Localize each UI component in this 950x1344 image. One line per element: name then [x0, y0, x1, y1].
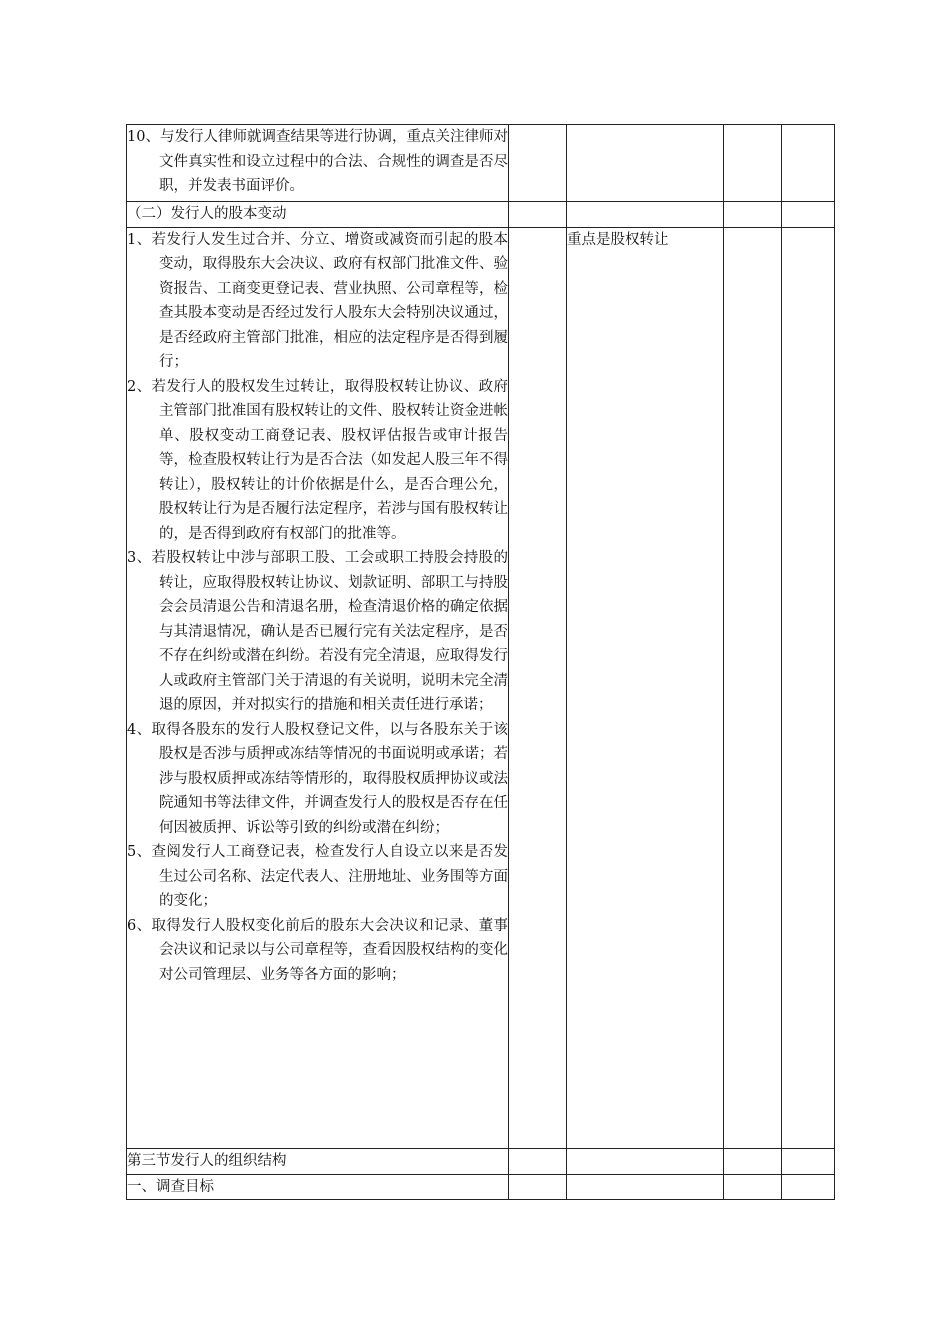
list-item: 5、查阅发行人工商登记表，检查发行人自设立以来是否发生过公司名称、法定代表人、注册地址、业务围等方面的变化；	[127, 844, 508, 909]
blank-cell	[782, 227, 835, 1148]
blank-cell	[567, 1148, 724, 1174]
blank-cell	[724, 202, 782, 228]
due-diligence-table	[126, 124, 835, 1200]
section-heading: 第三节发行人的组织结构	[127, 1148, 509, 1174]
procedure-cell	[127, 227, 509, 1148]
section-heading: （二）发行人的股本变动	[127, 202, 509, 228]
note-cell: 重点是股权转让	[567, 227, 724, 1148]
blank-cell	[509, 202, 567, 228]
blank-cell	[509, 125, 567, 202]
list-item: 6、取得发行人股权变化前后的股东大会决议和记录、董事会决议和记录以与公司章程等，查看因股权结构的变化对公司管理层、业务等各方面的影响；	[127, 917, 508, 983]
blank-cell	[509, 1148, 567, 1174]
list-item: 1、若发行人发生过合并、分立、增资或减资而引起的股本变动，取得股东大会决议、政府有权部门批准文件、验资报告、工商变更登记表、营业执照、公司章程等，检查其股本变动是否经过发行人股东大会特别决议通过，是否经政府主管部门批准，相应的法定程序是否得到履行；	[127, 231, 508, 370]
blank-cell	[567, 202, 724, 228]
list-item: 3、若股权转让中涉与部职工股、工会或职工持股会持股的转让，应取得股权转让协议、划款证明、部职工与持股会会员清退公告和清退名册，检查清退价格的确定依据与其清退情况，确认是否已履行完有关法定程序，是否不存在纠纷或潜在纠纷。若没有完全清退，应取得发行人或政府主管部门关于清退的有关说明，说明未完全清退的原因，并对拟实行的措施和相关责任进行承诺；	[127, 550, 508, 713]
table-row	[127, 1174, 835, 1200]
blank-cell	[782, 1148, 835, 1174]
blank-cell	[509, 227, 567, 1148]
blank-cell	[724, 125, 782, 202]
blank-cell	[782, 125, 835, 202]
section-heading: 一、调查目标	[127, 1174, 509, 1200]
blank-cell	[509, 1174, 567, 1200]
list-item: 4、取得各股东的发行人股权登记文件，以与各股东关于该股权是否涉与质押或冻结等情况的书面说明或承诺；若涉与股权质押或冻结等情形的，取得股权质押协议或法院通知书等法律文件，并调查发行人的股权是否存在任何因被质押、诉讼等引致的纠纷或潜在纠纷；	[127, 721, 508, 836]
blank-cell	[724, 1174, 782, 1200]
blank-cell	[724, 1148, 782, 1174]
table-row	[127, 227, 835, 1148]
blank-cell	[567, 1174, 724, 1200]
procedure-cell	[127, 125, 509, 202]
blank-cell	[782, 202, 835, 228]
table-row	[127, 125, 835, 202]
list-item: 10、与发行人律师就调查结果等进行协调，重点关注律师对文件真实性和设立过程中的合法、合规性的调查是否尽职，并发表书面评价。	[127, 129, 508, 194]
blank-cell	[782, 1174, 835, 1200]
list-item: 2、若发行人的股权发生过转让，取得股权转让协议、政府主管部门批准国有股权转让的文件、股权转让资金进帐单、股权变动工商登记表、股权评估报告或审计报告等，检查股权转让行为是否合法（如发起人股三年不得转让），股权转让的计价依据是什么，是否合理公允，股权转让行为是否履行法定程序，若涉与国有股权转让的，是否得到政府有权部门的批准等。	[127, 378, 508, 542]
blank-cell	[724, 227, 782, 1148]
table-row	[127, 202, 835, 228]
note-cell	[567, 125, 724, 202]
table-row	[127, 1148, 835, 1174]
